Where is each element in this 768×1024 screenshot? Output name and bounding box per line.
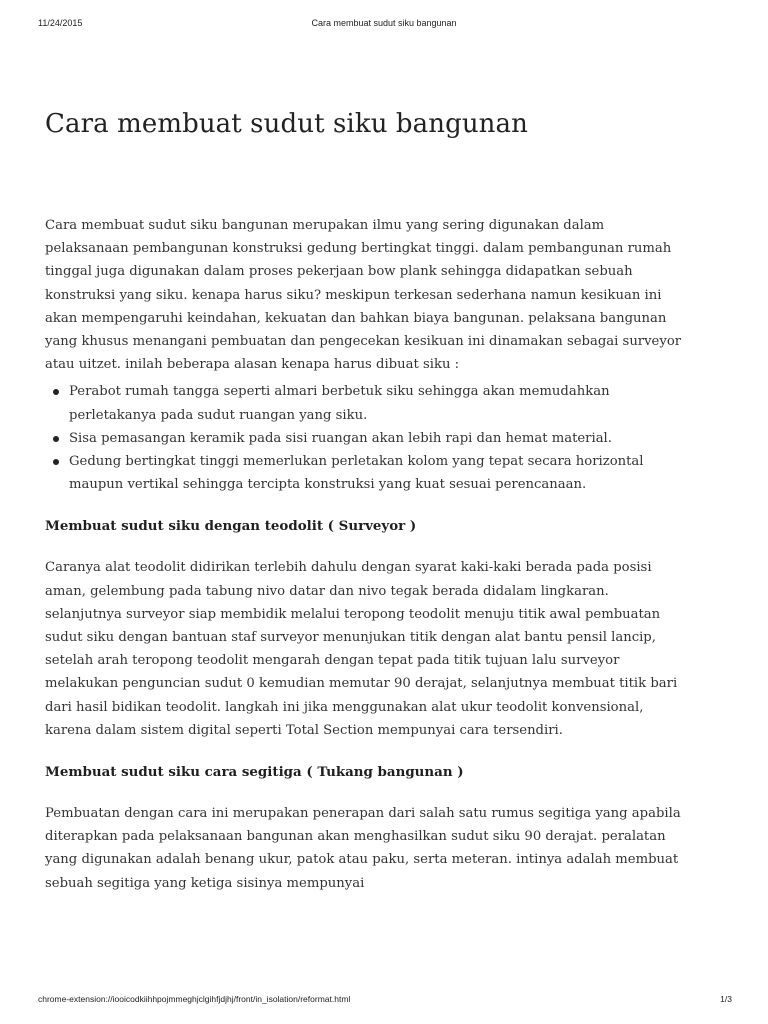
print-date: 11/24/2015 [38, 18, 83, 28]
reasons-list [45, 380, 685, 496]
section-paragraph-teodolit: Caranya alat teodolit didirikan terlebih dahulu dengan syarat kaki-kaki berada pada posisi aman, gelembung pada tabung nivo datar dan nivo tegak berada didalam lingkaran. selanjutnya surveyor siap membidik melalui teropong teodolit menuju titik awal pembuatan sudut siku dengan bantuan staf surveyor menunjukan titik dengan alat bantu pensil lancip, setelah arah teropong teodolit mengarah dengan tepat pada titik tujuan lalu surveyor melakukan penguncian sudut 0 kemudian memutar 90 derajat, selanjutnya membuat titik bari dari hasil bidikan teodolit. langkah ini jika menggunakan alat ukur teodolit konvensional, karena dalam sistem digital seperti Total Section mempunyai cara tersendiri. [45, 560, 678, 738]
print-header [0, 18, 768, 32]
bullet-icon [53, 389, 59, 395]
intro-paragraph: Cara membuat sudut siku bangunan merupakan ilmu yang sering digunakan dalam pelaksanaan pembangunan konstruksi gedung bertingkat tinggi. dalam pembangunan rumah tinggal juga digunakan dalam proses pekerjaan bow plank sehingga didapatkan sebuah konstruksi yang siku. kenapa harus siku? meskipun terkesan sederhana namun kesikuan ini akan mempengaruhi keindahan, kekuatan dan bahkan biaya bangunan. pelaksana bangunan yang khusus menangani pembuatan dan pengecekan kesikuan ini dinamakan sebagai surveyor atau uitzet. inilah beberapa alasan kenapa harus dibuat siku : [45, 218, 682, 373]
list-item [69, 450, 685, 496]
list-item-text: Perabot rumah tangga seperti almari berbetuk siku sehingga akan memudahkan perletakanya pada sudut ruangan yang siku. [69, 384, 610, 423]
section-heading-segitiga: Membuat sudut siku cara segitiga ( Tukang bangunan ) [45, 764, 464, 781]
article-title: Cara membuat sudut siku bangunan [45, 109, 528, 139]
print-url: chrome-extension://iooicodkiihhpojmmeghjclgihfjdjhj/front/in_isolation/reformat.html [38, 994, 351, 1004]
list-item-text: Gedung bertingkat tinggi memerlukan perletakan kolom yang tepat secara horizontal maupun vertikal sehingga tercipta konstruksi yang kuat sesuai perencanaan. [69, 454, 644, 493]
print-title: Cara membuat sudut siku bangunan [311, 18, 457, 28]
list-item-text: Sisa pemasangan keramik pada sisi ruangan akan lebih rapi dan hemat material. [69, 430, 612, 446]
article [45, 104, 685, 895]
section-heading-teodolit: Membuat sudut siku dengan teodolit ( Surveyor ) [45, 518, 417, 535]
list-item [69, 380, 685, 426]
list-item [69, 427, 685, 450]
bullet-icon [53, 436, 59, 442]
section-paragraph-segitiga: Pembuatan dengan cara ini merupakan penerapan dari salah satu rumus segitiga yang apabila diterapkan pada pelaksanaan bangunan akan menghasilkan sudut siku 90 derajat. peralatan yang digunakan adalah benang ukur, patok atau paku, serta meteran. intinya adalah membuat sebuah segitiga yang ketiga sisinya mempunyai [45, 806, 681, 891]
page-number: 1/3 [720, 994, 732, 1004]
bullet-icon [53, 459, 59, 465]
print-footer [0, 994, 768, 1008]
